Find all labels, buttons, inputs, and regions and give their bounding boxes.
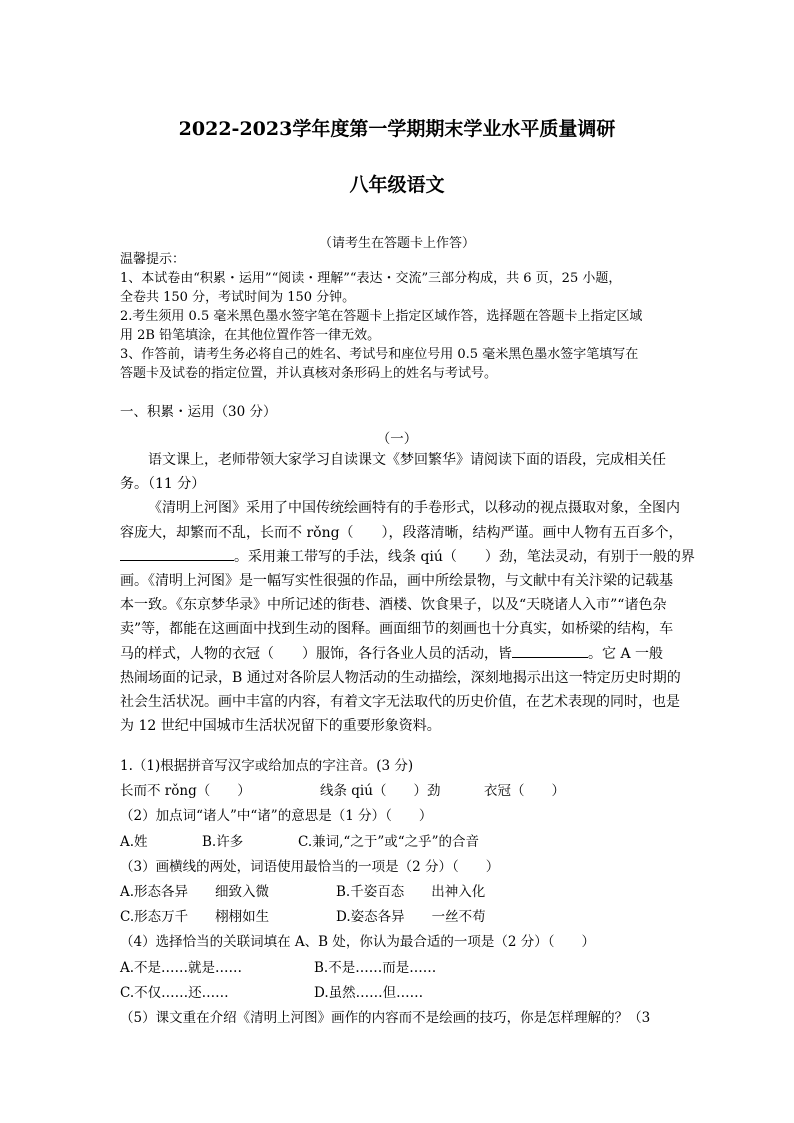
passage-text: 。它 A 一般 [588, 645, 664, 662]
reading-passage [120, 448, 695, 738]
tips-line: 3、作答前，请考生务必将自己的姓名、考试号和座位号用 0.5 毫米黑色墨水签字笔填写在 [120, 347, 639, 362]
intro-line: 语文课上，老师带领大家学习自读课文《梦回繁华》请阅读下面的语段，完成相关任 [148, 452, 666, 468]
q3-option: B.千姿百态 出神入化 [336, 883, 486, 900]
q3-option: C.形态万千 栩栩如生 [120, 909, 270, 926]
q3-option: D.姿态各异 一丝不苟 [336, 909, 486, 926]
q1-item: 线条 qiú（ ）劲 [320, 783, 441, 800]
question-3-options [120, 880, 690, 905]
question-2: （2）加点词“诸人”中“诸”的意思是（1 分）（ ） [120, 808, 433, 825]
q2-option: C.兼词,“之于”或“之乎”的合音 [298, 833, 480, 850]
intro-line: 务。（11 分） [120, 476, 206, 493]
tips-line: 答题卡及试卷的指定位置，并认真核对条形码上的姓名与考试号。 [120, 366, 498, 381]
questions-block [120, 754, 690, 1031]
passage-text: 马的样式，人物的衣冠（ ）服饰，各行各业人员的活动，皆 [120, 645, 512, 662]
passage-line: 热闹场面的记录，B 通过对各阶层人物活动的生动描绘，深刻地揭示出这一特定历史时期的 [120, 669, 681, 686]
question-1-items [120, 779, 690, 804]
question-4-options [120, 956, 690, 981]
question-5: （5）课文重在介绍《清明上河图》画作的内容而不是绘画的技巧，你是怎样理解的？（3 [120, 1009, 651, 1026]
passage-line: 容庞大，却繁而不乱，长而不 rǒng（ ），段落清晰，结构严谨。画中人物有五百多个， [120, 524, 683, 541]
question-3: （3）画横线的两处，词语使用最恰当的一项是（2 分）（ ） [120, 858, 500, 875]
q1-item: 衣冠（ ） [484, 783, 565, 800]
exam-subtitle: 八年级语文 [349, 174, 445, 196]
question-4: （4）选择恰当的关联词填在 A、B 处，你认为最合适的一项是（2 分）（ ） [120, 934, 595, 951]
passage-line [120, 545, 695, 569]
question-4-options [120, 981, 690, 1006]
passage-line: 画。《清明上河图》是一幅写实性很强的作品，画中所绘景物，与文献中有关汴梁的记载基 [120, 573, 673, 590]
passage-line: 本一致。《东京梦华录》中所记述的街巷、酒楼、饮食果子，以及“天晓诸人入市”“诸色杂 [120, 597, 667, 614]
tips-line: 温馨提示： [120, 252, 186, 267]
passage-text: 。采用兼工带写的手法，线条 qiú（ ）劲，笔法灵动，有别于一般的界 [234, 548, 695, 565]
passage-line: 社会生活状况。画中丰富的内容，有着文字无法取代的历史价值，在艺术表现的同时，也是 [120, 694, 680, 711]
tips-block [120, 250, 690, 383]
question-1: 1.（1)根据拼音写汉字或给加点的字注音。(3 分) [120, 758, 414, 774]
question-2-options [120, 830, 690, 855]
q2-option: B.许多 [202, 833, 244, 850]
q4-option: C.不仅……还…… [120, 984, 229, 1001]
passage-line [120, 642, 680, 666]
answer-blank-a [120, 546, 234, 561]
tips-line: 用 2B 铅笔填涂，在其他位置作答一律无效。 [120, 328, 381, 343]
section-heading: 一、积累・运用（30 分） [120, 404, 277, 420]
q4-option: D.虽然……但…… [314, 984, 424, 1001]
tips-line: 2.考生须用 0.5 毫米黑色墨水签字笔在答题卡上指定区域作答，选择题在答题卡上指定区域 [120, 309, 643, 324]
tips-line: 全卷共 150 分，考试时间为 150 分钟。 [120, 290, 356, 305]
tips-line: 1、本试卷由“积累・运用”“阅读・理解”“表达・交流”三部分构成，共 6 页，25 小题， [120, 271, 622, 286]
q3-option: A.形态各异 细致入微 [120, 883, 270, 900]
q4-option: B.不是……而是…… [314, 959, 437, 976]
passage-line: 为 12 世纪中国城市生活状况留下的重要形象资料。 [120, 718, 441, 735]
q2-option: A.姓 [120, 833, 148, 850]
answer-note: （请考生在答题卡上作答） [318, 236, 475, 251]
q4-option: A.不是……就是…… [120, 959, 243, 976]
part-heading: （一） [376, 431, 418, 447]
passage-line: 《清明上河图》采用了中国传统绘画特有的手卷形式，以移动的视点摄取对象，全图内 [148, 500, 680, 517]
q1-item: 长而不 rǒng（ ） [120, 783, 251, 800]
question-3-options [120, 905, 690, 930]
answer-blank-b [512, 643, 588, 658]
passage-line: 卖”等，都能在这画面中找到生动的图释。画面细节的刻画也十分真实，如桥梁的结构，车 [120, 621, 674, 638]
exam-title: 2022-2023学年度第一学期期末学业水平质量调研 [178, 118, 616, 140]
